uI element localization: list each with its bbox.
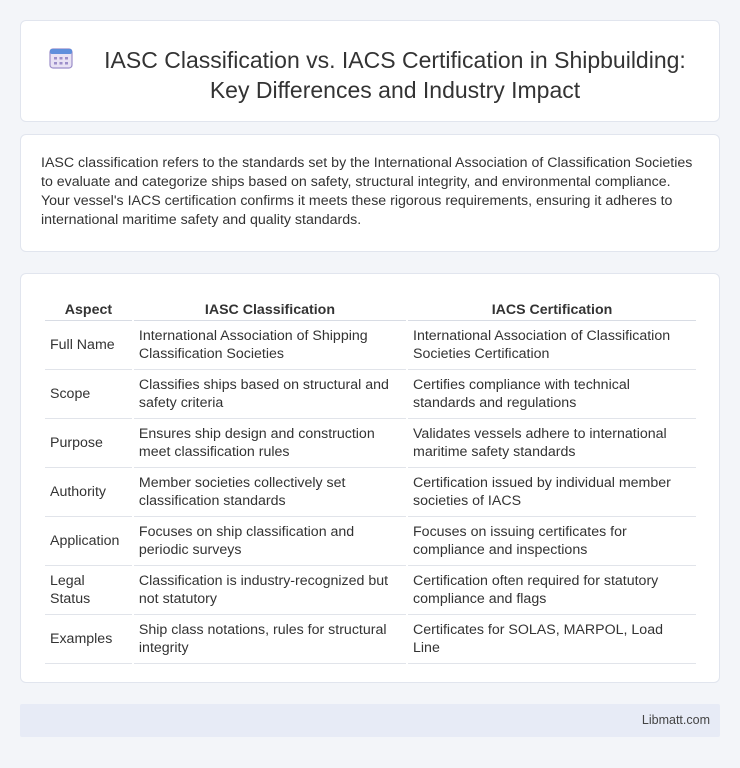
row-iasc: Focuses on ship classification and periodic surveys [134, 517, 406, 566]
row-iacs: Certificates for SOLAS, MARPOL, Load Line [408, 615, 696, 664]
table-row [45, 615, 696, 664]
row-iasc: Classification is industry-recognized but not statutory [134, 566, 406, 615]
row-iasc: Member societies collectively set classification standards [134, 468, 406, 517]
row-iasc: Classifies ships based on structural and safety criteria [134, 370, 406, 419]
row-iacs: Certification issued by individual member societies of IACS [408, 468, 696, 517]
row-iacs: Focuses on issuing certificates for compliance and inspections [408, 517, 696, 566]
footer-site-link[interactable]: Libmatt.com [641, 713, 710, 727]
comparison-table [43, 293, 698, 664]
header-iacs: IACS Certification [408, 293, 696, 321]
calendar-icon [49, 47, 73, 69]
intro-paragraph: IASC classification refers to the standards set by the International Association of Classification Societies to evaluate and categorize ships based on safety, structural integrity, and environmental compliance. Your vessel's IACS certification confirms it meets these rigorous requirements, ensuring it adheres to international maritime safety and quality standards. [41, 155, 693, 228]
row-iacs: Certifies compliance with technical standards and regulations [408, 370, 696, 419]
row-aspect: Legal Status [45, 566, 132, 615]
row-iacs: Validates vessels adhere to international maritime safety standards [408, 419, 696, 468]
table-header-row [45, 293, 696, 321]
row-iasc: Ship class notations, rules for structural integrity [134, 615, 406, 664]
row-iacs: International Association of Classification Societies Certification [408, 321, 696, 370]
row-aspect: Application [45, 517, 132, 566]
row-iasc: Ensures ship design and construction meet classification rules [134, 419, 406, 468]
page-title: IASC Classification vs. IACS Certification in Shipbuilding: Key Differences and Industry Impact [104, 47, 686, 103]
table-row [45, 321, 696, 370]
table-row [45, 517, 696, 566]
row-iacs: Certification often required for statutory compliance and flags [408, 566, 696, 615]
row-aspect: Authority [45, 468, 132, 517]
footer [20, 704, 720, 737]
table-row [45, 468, 696, 517]
header-iasc: IASC Classification [134, 293, 406, 321]
table-row [45, 370, 696, 419]
row-aspect: Full Name [45, 321, 132, 370]
title-card [20, 20, 720, 122]
row-aspect: Examples [45, 615, 132, 664]
row-aspect: Purpose [45, 419, 132, 468]
row-iasc: International Association of Shipping Classification Societies [134, 321, 406, 370]
table-row [45, 566, 696, 615]
comparison-card [20, 273, 720, 683]
row-aspect: Scope [45, 370, 132, 419]
header-aspect: Aspect [45, 293, 132, 321]
intro-card [20, 134, 720, 252]
table-row [45, 419, 696, 468]
